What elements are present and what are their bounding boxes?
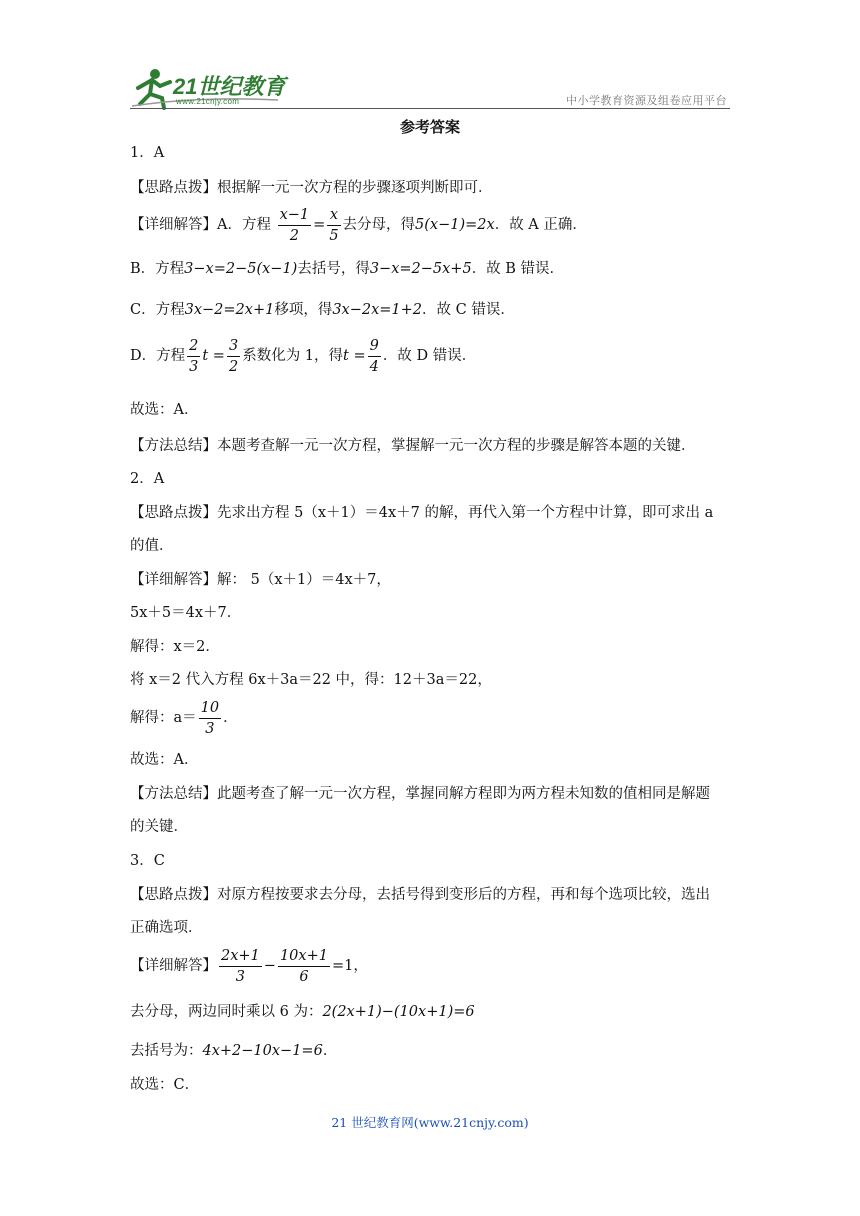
option-d-prefix: D．方程 (130, 348, 186, 364)
numerator: 10x+1 (278, 946, 330, 967)
q2-summary-cont: 的关键． (130, 819, 188, 835)
numerator: 10 (199, 698, 221, 719)
q2-step-2: 5x＋5＝4x＋7． (130, 605, 242, 621)
step-3-equation: 4x+2−10x−1=6 (202, 1043, 323, 1059)
fraction (278, 946, 330, 987)
denominator: 5 (329, 227, 339, 244)
option-a-prefix: A．方程 (217, 217, 271, 233)
q2-summary (130, 784, 710, 804)
q2-detail (130, 570, 391, 590)
fraction (227, 336, 240, 377)
hint-text: 对原方程按要求去分母，去括号得到变形后的方程，再和每个选项比较，选出 (217, 887, 710, 903)
q1-number: 1．A (130, 145, 165, 161)
step-5-post: ． (223, 710, 238, 726)
q2-step-3: 解得：x＝2． (130, 639, 220, 655)
denominator: 2 (228, 358, 239, 375)
denominator: 3 (205, 720, 215, 737)
q1-choice: 故选：A． (130, 402, 199, 418)
q2-hint-cont: 的值． (130, 538, 174, 554)
variable-t: t = (343, 348, 366, 364)
q1-summary (130, 436, 696, 456)
option-b-post: ．故 B 错误． (471, 261, 565, 277)
hint-label: 【思路点拨】 (130, 505, 217, 521)
q3-step-2 (130, 1002, 475, 1022)
fraction (327, 205, 340, 246)
denominator: 6 (299, 968, 309, 985)
step-5-prefix: 解得：a＝ (130, 710, 197, 726)
hint-label: 【思路点拨】 (130, 180, 217, 196)
q3-step-3 (130, 1041, 337, 1061)
option-b-equation: 3−x=2−5(x−1) (184, 261, 298, 277)
option-c-prefix: C．方程 (130, 302, 185, 318)
option-c-post: ．故 C 错误． (422, 302, 515, 318)
denominator: 2 (289, 227, 299, 244)
summary-label: 【方法总结】 (130, 786, 217, 802)
option-b-result: 3−x=2−5x+5 (369, 261, 472, 277)
q2-choice: 故选：A． (130, 752, 199, 768)
numerator: x (327, 205, 340, 226)
q1-hint (130, 178, 493, 198)
numerator: x−1 (278, 205, 312, 226)
q1-option-d (130, 335, 476, 377)
minus: − (263, 958, 276, 974)
fraction (187, 336, 200, 377)
q1-option-a (130, 204, 587, 246)
page-header (0, 0, 860, 115)
summary-label: 【方法总结】 (130, 438, 217, 454)
q2-step-5 (130, 697, 238, 739)
fraction (368, 336, 381, 377)
fraction (219, 946, 262, 987)
numerator: 2x+1 (219, 946, 262, 967)
q3-detail (130, 945, 368, 987)
q3-number: 3．C (130, 853, 165, 869)
detail-label: 【详细解答】 (130, 958, 217, 974)
summary-text: 本题考查解一元一次方程，掌握解一元一次方程的步骤是解答本题的关键． (217, 438, 696, 454)
summary-text: 此题考查了解一元一次方程，掌握同解方程即为两方程未知数的值相同是解题 (217, 786, 710, 802)
numerator: 2 (187, 336, 200, 357)
option-b-prefix: B．方程 (130, 261, 185, 277)
option-c-result: 3x−2x=1+2 (332, 302, 423, 318)
step-3-prefix: 去括号为： (130, 1043, 203, 1059)
option-c-mid: 移项，得 (274, 302, 333, 318)
step-2-equation: 2(2x+1)−(10x+1)=6 (322, 1004, 475, 1020)
q2-step-4: 将 x＝2 代入方程 6x＋3a＝22 中，得：12＋3a＝22， (130, 672, 492, 688)
logo-url: www.21cnjy.com (176, 97, 240, 106)
q3-hint (130, 885, 710, 905)
option-b-mid: 去括号，得 (297, 261, 370, 277)
q2-hint (130, 503, 713, 523)
denominator: 3 (235, 968, 245, 985)
option-d-post: ．故 D 错误． (382, 348, 477, 364)
fraction (199, 698, 221, 739)
q1-option-c (130, 300, 515, 320)
numerator: 9 (368, 336, 381, 357)
option-a-result: 5(x−1)=2x (415, 217, 495, 233)
q3-choice: 故选：C． (130, 1077, 200, 1093)
header-tagline: 中小学教育资源及组卷应用平台 (566, 95, 727, 107)
detail-label: 【详细解答】 (130, 572, 217, 588)
detail-text: 解： 5（x＋1）＝4x＋7， (217, 572, 391, 588)
option-a-mid: 去分母，得 (342, 217, 416, 233)
numerator: 3 (227, 336, 240, 357)
fraction (278, 205, 312, 246)
header-divider (130, 108, 730, 109)
equals: = (313, 217, 326, 233)
option-d-mid: 系数化为 1，得 (242, 348, 344, 364)
denominator: 4 (369, 358, 379, 375)
hint-text: 先求出方程 5（x＋1）＝4x＋7 的解，再代入第一个方程中计算，即可求出 a (217, 505, 714, 521)
page-footer[interactable]: 21 世纪教育网(www.21cnjy.com) (331, 1115, 529, 1130)
q3-hint-cont: 正确选项． (130, 920, 203, 936)
q2-number: 2．A (130, 471, 165, 487)
page-title: 参考答案 (399, 118, 460, 136)
variable-t: t = (202, 348, 225, 364)
logo-text: 21世纪教育 (173, 74, 286, 99)
hint-text: 根据解一元一次方程的步骤逐项判断即可． (217, 180, 493, 196)
step-2-prefix: 去分母，两边同时乘以 6 为： (130, 1004, 323, 1020)
step-3-post: ． (322, 1043, 338, 1059)
hint-label: 【思路点拨】 (130, 887, 217, 903)
option-a-post: ．故 A 正确． (494, 217, 587, 233)
option-c-equation: 3x−2=2x+1 (184, 302, 275, 318)
denominator: 3 (189, 358, 199, 375)
detail-label: 【详细解答】 (130, 217, 217, 233)
q1-option-b (130, 259, 564, 279)
equation-end: =1， (331, 958, 368, 974)
